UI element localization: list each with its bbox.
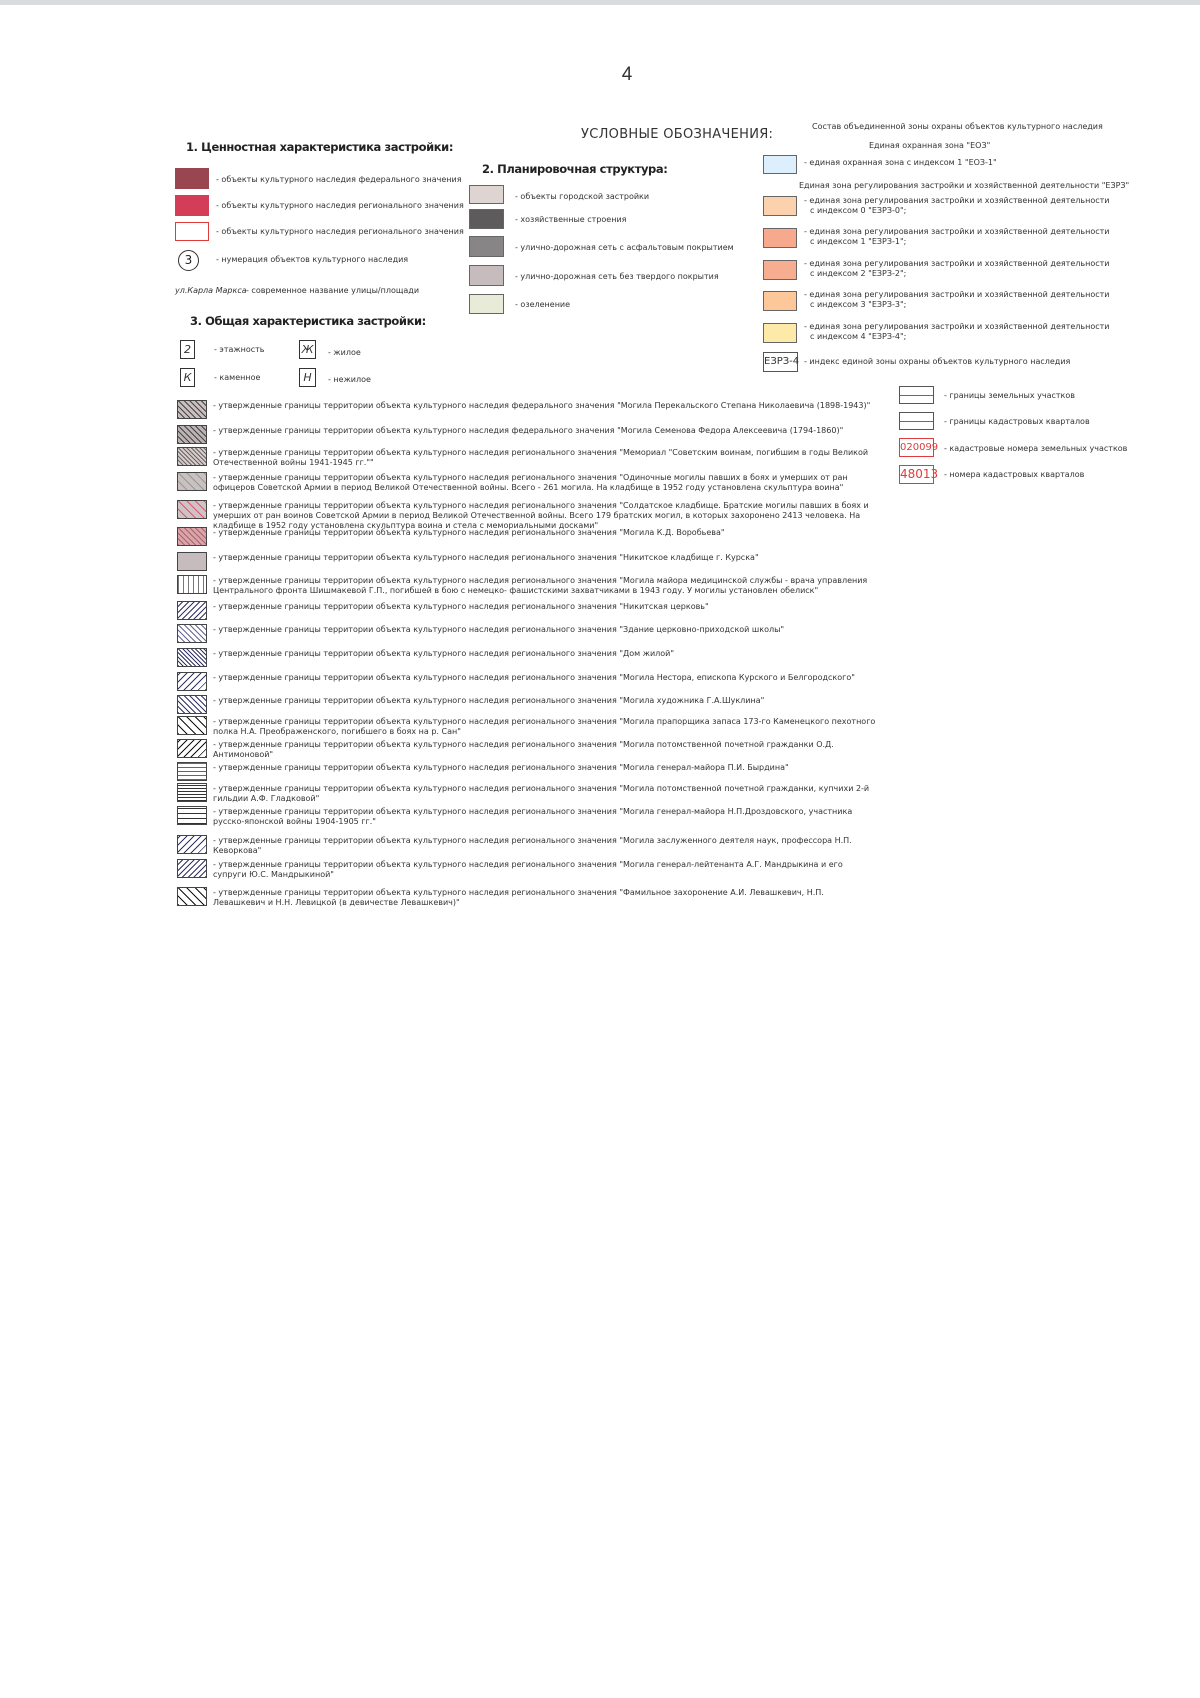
land-plot-number-label: - кадастровые номера земельных участков [944, 444, 1128, 453]
ezrz-heading: Единая зона регулирования застройки и хозяйственной деятельности "ЕЗРЗ" [799, 181, 1130, 190]
ezrz1-swatch [763, 228, 797, 248]
territory-hatch-swatch [177, 716, 207, 735]
territory-hatch-swatch [177, 500, 207, 519]
ezrz3-swatch [763, 291, 797, 311]
greenery-swatch [469, 294, 504, 314]
territory-label: - утвержденные границы территории объекта культурного наследия регионального значения "Фамильное захоронение А.И. Левашкевич, Н.П. Левашкевич и Н.Н. Левицкой (в девичестве Левашкевич)" [213, 888, 824, 907]
territory-hatch-swatch [177, 601, 207, 620]
territory-hatch-swatch [177, 425, 207, 444]
nonresidential-symbol: Н [299, 368, 316, 387]
territory-hatch-swatch [177, 552, 207, 571]
scan-top-strip [0, 0, 1200, 5]
nonresidential-label: - нежилое [328, 375, 371, 384]
residential-symbol: Ж [299, 340, 316, 359]
territory-hatch-swatch [177, 806, 207, 825]
eoz-heading: Единая охранная зона "ЕОЗ" [869, 141, 991, 150]
territory-label: - утвержденные границы территории объекта культурного наследия регионального значения "Могила Нестора, епископа Курского и Белгородского" [213, 673, 855, 682]
territory-label: - утвержденные границы территории объекта культурного наследия регионального значения "Могила художника Г.А.Шуклина" [213, 696, 765, 705]
territory-label: - утвержденные границы территории объекта культурного наследия регионального значения "Дом жилой" [213, 649, 675, 658]
cadastral-quarter-boundary-symbol [899, 412, 934, 430]
territory-hatch-swatch [177, 648, 207, 667]
territory-hatch-swatch [177, 739, 207, 758]
territory-label: - утвержденные границы территории объекта культурного наследия регионального значения "Одиночные могилы павших в боях и умерших от ран офицеров Советской Армии в период Великой Отечественной войны. Всего - 261 могила. На кладбище в 1952 году установлена скульптура воина" [213, 473, 848, 492]
territory-label: - утвержденные границы территории объекта культурного наследия федерального значения "Могила Перекальского Степана Николаевича (1898-1943)" [213, 401, 871, 410]
territory-label: - утвержденные границы территории объекта культурного наследия регионального значения "Могила генерал-лейтенанта А.Г. Мандрыкина и его супруги Ю.С. Мандрыкиной" [213, 860, 843, 879]
legend-title: УСЛОВНЫЕ ОБОЗНАЧЕНИЯ: [581, 127, 774, 142]
territory-hatch-swatch [177, 400, 207, 419]
ezrz1-line2: с индексом 1 "ЕЗРЗ-1"; [810, 237, 907, 246]
territory-label: - утвержденные границы территории объекта культурного наследия регионального значения "Здание церковно-приходской школы" [213, 625, 785, 634]
territory-hatch-swatch [177, 672, 207, 691]
regional-swatch [175, 195, 209, 216]
territory-hatch-swatch [177, 783, 207, 802]
ezrz1-line1: - единая зона регулирования застройки и хозяйственной деятельности [804, 227, 1110, 236]
territory-hatch-swatch [177, 472, 207, 491]
territory-hatch-swatch [177, 575, 207, 594]
unpaved-roads-swatch [469, 265, 504, 286]
section2-heading: 2. Планировочная структура: [482, 162, 668, 176]
territory-label: - утвержденные границы территории объекта культурного наследия регионального значения "Никитская церковь" [213, 602, 709, 611]
territory-label: - утвержденные границы территории объекта культурного наследия регионального значения "Могила генерал-майора Н.П.Дроздовского, участника русско-японской войны 1904-1905 гг." [213, 807, 853, 826]
territory-hatch-swatch [177, 762, 207, 781]
residential-label: - жилое [328, 348, 361, 357]
section1-heading: 1. Ценностная характеристика застройки: [186, 140, 454, 154]
territory-label: - утвержденные границы территории объекта культурного наследия регионального значения "Солдатское кладбище. Братские могилы павших в боях и умерших от ран воинов Советской Армии в период Великой Отечественной войны. Всего 179 братских могил, в которых захоронено 2413 человека. На кладбище в 1952 году установлена скульптура воина и стела с мемориальными досками" [213, 501, 869, 530]
outbuildings-label: - хозяйственные строения [515, 215, 627, 224]
zone-index-label: - индекс единой зоны охраны объектов культурного наследия [804, 357, 1071, 366]
stone-symbol: К [180, 368, 195, 387]
territory-hatch-swatch [177, 887, 207, 906]
territory-label: - утвержденные границы территории объекта культурного наследия регионального значения "Мемориал "Советским воинам, погибшим в годы Великой Отечественной войны 1941-1945 гг."" [213, 448, 869, 467]
floors-label: - этажность [214, 345, 265, 354]
territory-label: - утвержденные границы территории объекта культурного наследия регионального значения "Могила прапорщика запаса 173-го Каменецкого пехотного полка Н.А. Преображенского, погибшего в боях на р. Сан" [213, 717, 876, 736]
federal-label: - объекты культурного наследия федерального значения [216, 175, 462, 184]
cadastral-quarter-boundary-label: - границы кадастровых кварталов [944, 417, 1090, 426]
territory-hatch-swatch [177, 527, 207, 546]
asphalt-roads-swatch [469, 236, 504, 257]
territory-hatch-swatch [177, 835, 207, 854]
numbering-circle-symbol: 3 [178, 250, 199, 271]
asphalt-roads-label: - улично-дорожная сеть с асфальтовым покрытием [515, 243, 734, 252]
city-buildings-swatch [469, 185, 504, 204]
territory-label: - утвержденные границы территории объекта культурного наследия регионального значения "Могила потомственной почетной гражданки О.Д. Антимоновой" [213, 740, 834, 759]
ezrz2-swatch [763, 260, 797, 280]
ezrz3-line2: с индексом 3 "ЕЗРЗ-3"; [810, 300, 907, 309]
territory-label: - утвержденные границы территории объекта культурного наследия регионального значения "Могила К.Д. Воробьева" [213, 528, 725, 537]
territory-label: - утвержденные границы территории объекта культурного наследия федерального значения "Могила Семенова Федора Алексеевича (1794-1860)" [213, 426, 844, 435]
ezrz4-line2: с индексом 4 "ЕЗРЗ-4"; [810, 332, 907, 341]
land-plot-boundary-label: - границы земельных участков [944, 391, 1075, 400]
zone-index-code: ЕЗРЗ-4 [763, 352, 798, 372]
greenery-label: - озеленение [515, 300, 571, 309]
stone-label: - каменное [214, 373, 261, 382]
land-plot-boundary-symbol [899, 386, 934, 404]
city-buildings-label: - объекты городской застройки [515, 192, 650, 201]
ezrz0-line1: - единая зона регулирования застройки и хозяйственной деятельности [804, 196, 1110, 205]
ezrz3-line1: - единая зона регулирования застройки и хозяйственной деятельности [804, 290, 1110, 299]
outbuildings-swatch [469, 209, 504, 229]
quarter-number-label: - номера кадастровых кварталов [944, 470, 1085, 479]
regional-outline-swatch [175, 222, 209, 241]
ezrz0-swatch [763, 196, 797, 216]
ezrz4-swatch [763, 323, 797, 343]
land-plot-number-code: 020099 [899, 438, 934, 457]
territory-hatch-swatch [177, 624, 207, 643]
eoz1-label: - единая охранная зона с индексом 1 "ЕОЗ-1" [804, 158, 997, 167]
section3-heading: 3. Общая характеристика застройки: [190, 314, 426, 328]
territory-hatch-swatch [177, 859, 207, 878]
territory-label: - утвержденные границы территории объекта культурного наследия регионального значения "Никитское кладбище г. Курска" [213, 553, 759, 562]
territory-label: - утвержденные границы территории объекта культурного наследия регионального значения "Могила генерал-майора П.И. Бырдина" [213, 763, 789, 772]
territory-hatch-swatch [177, 447, 207, 466]
street-example: ул.Карла Маркса [175, 286, 247, 295]
numbering-label: - нумерация объектов культурного наследия [216, 255, 409, 264]
ezrz2-line2: с индексом 2 "ЕЗРЗ-2"; [810, 269, 907, 278]
eoz1-swatch [763, 155, 797, 174]
floors-symbol: 2 [180, 340, 195, 359]
territory-hatch-swatch [177, 695, 207, 714]
ezrz0-line2: с индексом 0 "ЕЗРЗ-0"; [810, 206, 907, 215]
territory-label: - утвержденные границы территории объекта культурного наследия регионального значения "Могила потомственной почетной гражданки, купчихи 2-й гильдии А.Ф. Гладковой" [213, 784, 870, 803]
ezrz2-line1: - единая зона регулирования застройки и хозяйственной деятельности [804, 259, 1110, 268]
regional-label: - объекты культурного наследия регионального значения [216, 201, 464, 210]
regional-outline-label: - объекты культурного наследия регионального значения [216, 227, 464, 236]
ezrz4-line1: - единая зона регулирования застройки и хозяйственной деятельности [804, 322, 1110, 331]
federal-swatch [175, 168, 209, 189]
territory-label: - утвержденные границы территории объекта культурного наследия регионального значения "Могила майора медицинской службы - врача управления Центрального фронта Шишмакевой Г.П., погибшей в бою с немецко- фашистскими захватчиками в 1943 году. У могилы установлен обелиск" [213, 576, 868, 595]
quarter-number-code: 48013 [899, 465, 934, 484]
unpaved-roads-label: - улично-дорожная сеть без твердого покрытия [515, 272, 719, 281]
zones-heading: Состав объединенной зоны охраны объектов культурного наследия [812, 122, 1103, 131]
page-number: 4 [621, 64, 633, 85]
street-desc: - современное название улицы/площади [246, 286, 420, 295]
territory-label: - утвержденные границы территории объекта культурного наследия регионального значения "Могила заслуженного деятеля наук, профессора Н.П. Кеворкова" [213, 836, 852, 855]
